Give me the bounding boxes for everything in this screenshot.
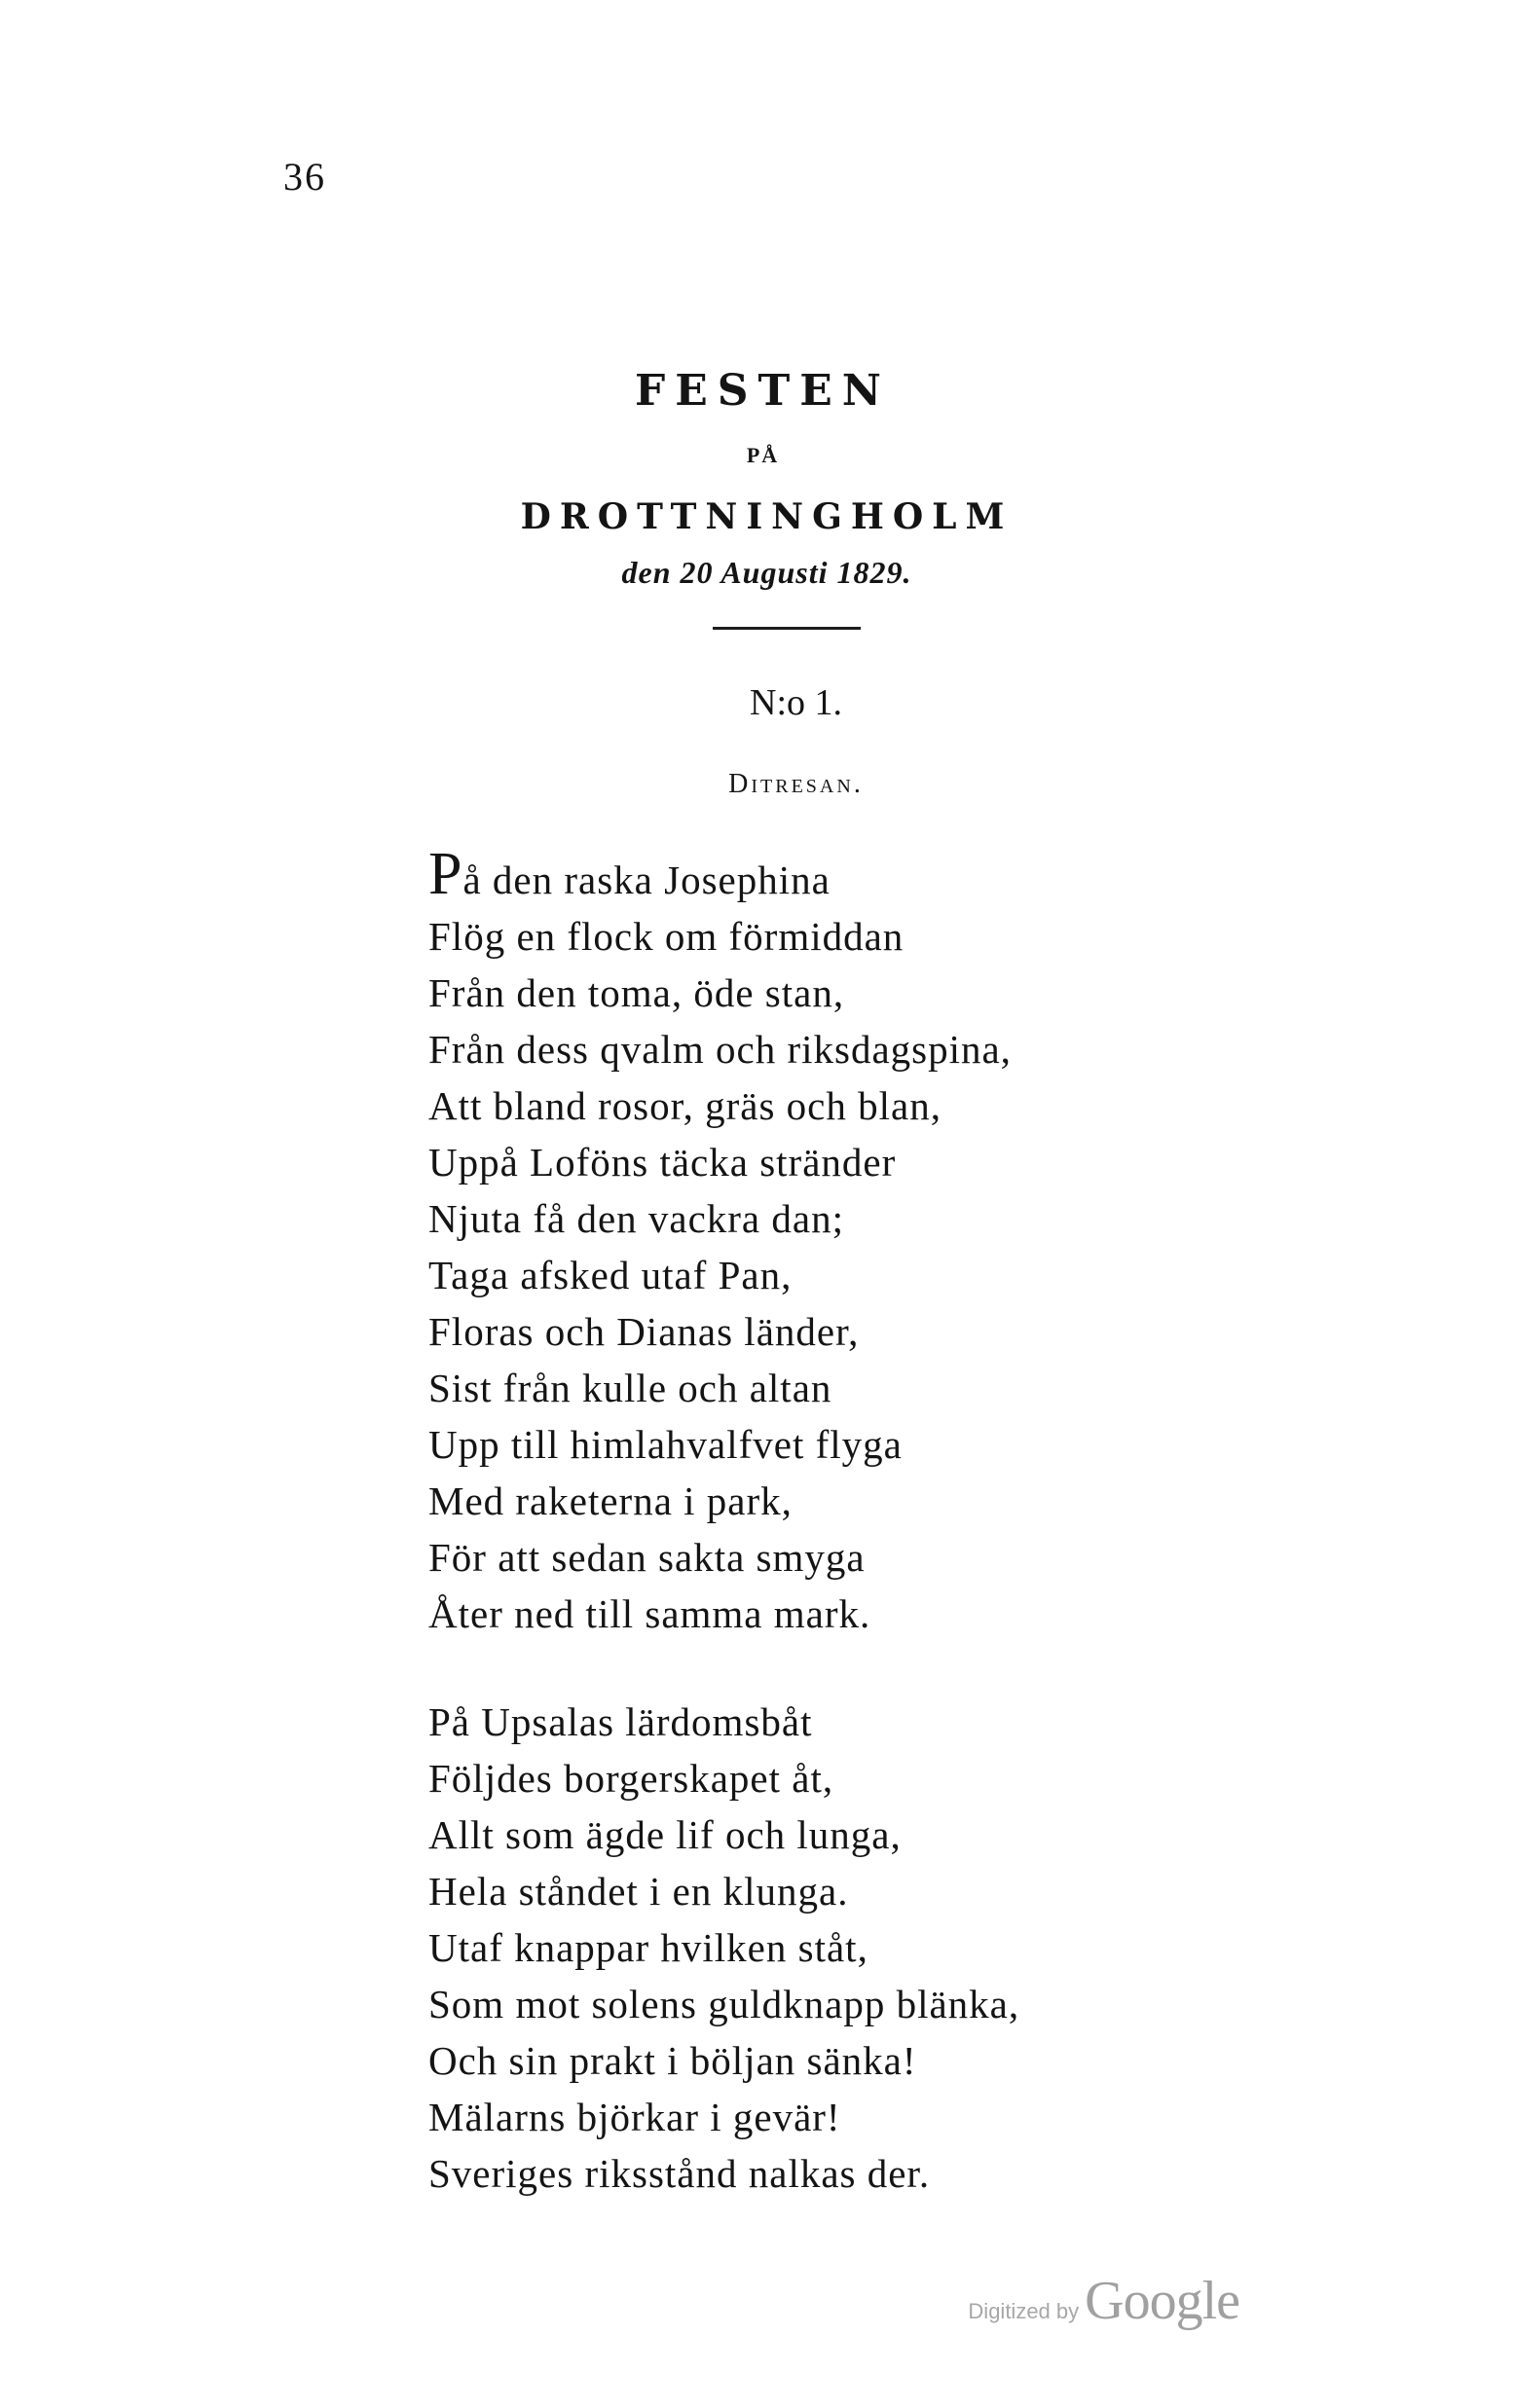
title-place: DROTTNINGHOLM xyxy=(520,496,1014,537)
verse-line: Från den toma, öde stan, xyxy=(428,970,845,1015)
verse-line: Från dess qvalm och riksdagspina, xyxy=(428,1027,1012,1072)
verse-line-first-rest: å den raska Josephina xyxy=(462,857,831,902)
verse-line: Hela ståndet i en klunga. xyxy=(428,1869,849,1914)
google-logo: Google xyxy=(1085,2271,1239,2331)
poem-title: FESTEN xyxy=(634,366,892,416)
drop-cap: P xyxy=(428,841,463,907)
verse-line: Att bland rosor, gräs och blan, xyxy=(428,1083,942,1128)
verse-line: På Upsalas lärdomsbåt xyxy=(428,1699,813,1744)
verse-line: Uppå Loföns täcka stränder xyxy=(428,1140,897,1185)
digitized-by-label: Digitized by xyxy=(968,2299,1080,2323)
verse-line: Flög en flock om förmiddan xyxy=(428,914,905,959)
verse-line: För att sedan sakta smyga xyxy=(428,1535,866,1580)
verse-line: Följdes borgerskapet åt, xyxy=(428,1756,834,1801)
verse-line: Sveriges riksstånd nalkas der. xyxy=(428,2151,931,2196)
stanza-2 xyxy=(428,1694,1019,2202)
verse-line: Sist från kulle och altan xyxy=(428,1366,832,1410)
title-date: den 20 Augusti 1829. xyxy=(621,555,912,590)
section-number: N:o 1. xyxy=(750,682,842,723)
page-number: 36 xyxy=(283,155,326,199)
stanza-1 xyxy=(428,841,1012,1642)
section-title: Ditresan. xyxy=(728,769,864,799)
verse-line: Utaf knappar hvilken ståt, xyxy=(428,1925,868,1970)
verse-line: Allt som ägde lif och lunga, xyxy=(428,1812,902,1857)
verse-line: Som mot solens guldknapp blänka, xyxy=(428,1982,1020,2026)
verse-line: Njuta få den vackra dan; xyxy=(428,1196,844,1241)
verse-line: Och sin prakt i böljan sänka! xyxy=(428,2038,917,2083)
digitization-watermark xyxy=(968,2270,1239,2332)
verse-line: Med raketerna i park, xyxy=(428,1478,793,1523)
verse-line: Floras och Dianas länder, xyxy=(428,1309,860,1354)
verse-line-first xyxy=(428,841,1012,908)
title-divider xyxy=(713,627,861,630)
verse-line: Upp till himlahvalfvet flyga xyxy=(428,1422,903,1467)
title-preposition: PÅ xyxy=(746,443,780,467)
verse-line: Mälarns björkar i gevär! xyxy=(428,2095,841,2139)
verse-line: Åter ned till samma mark. xyxy=(428,1591,871,1636)
verse-line: Taga afsked utaf Pan, xyxy=(428,1253,793,1297)
